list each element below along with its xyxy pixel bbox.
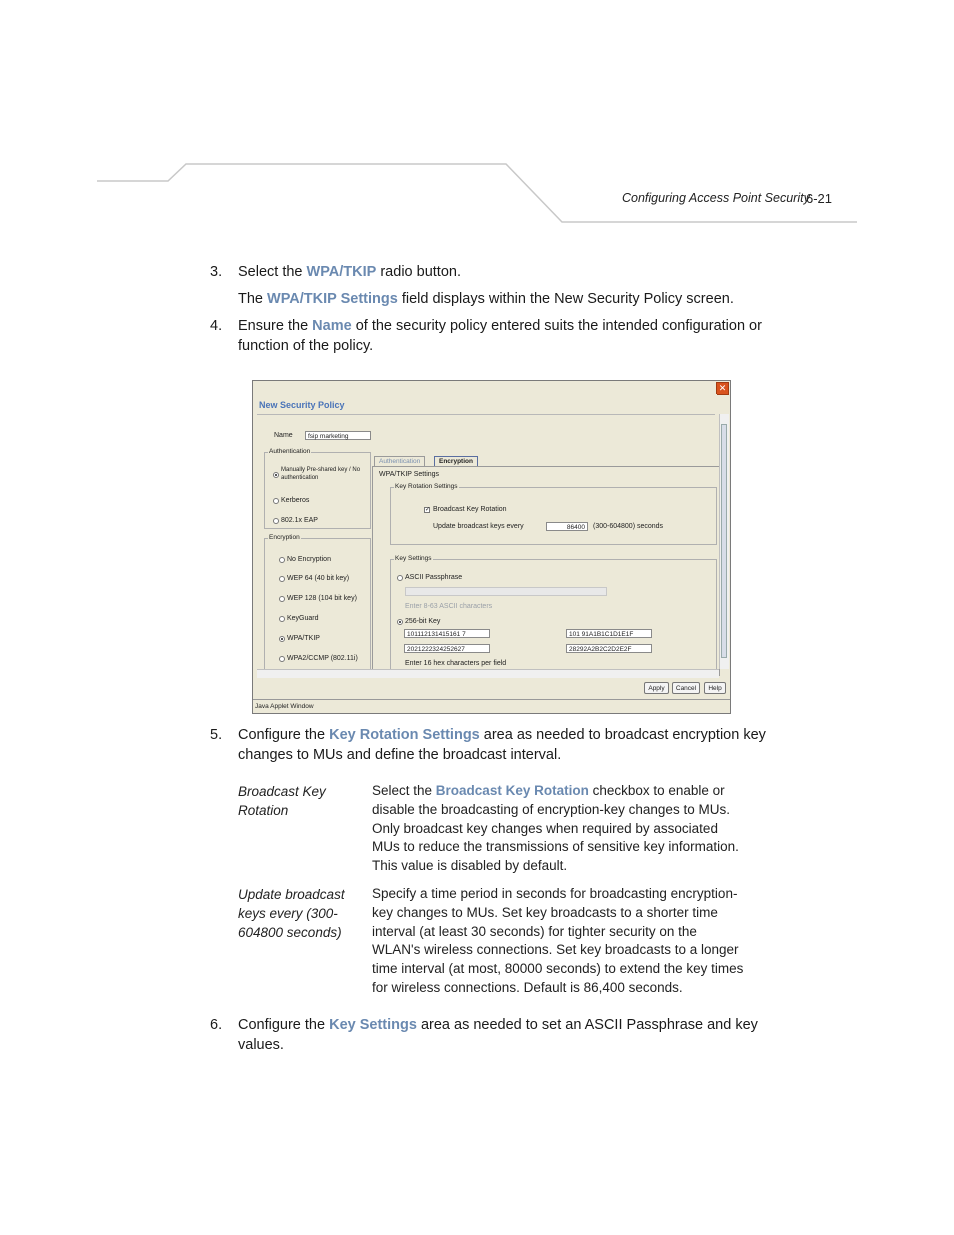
ascii-passphrase-radio[interactable] xyxy=(397,575,403,581)
dialog-content xyxy=(255,394,717,682)
ascii-passphrase-label: ASCII Passphrase xyxy=(405,574,463,581)
horizontal-scrollbar[interactable] xyxy=(257,669,719,678)
cancel-button[interactable]: Cancel xyxy=(672,682,700,694)
step-number: 5. xyxy=(210,727,223,743)
key-field-2[interactable]: 101 91A1B1C1D1E1F xyxy=(566,629,652,638)
enc-option-wpa-tkip: WPA/TKIP xyxy=(287,635,320,642)
keyword: WPA/TKIP xyxy=(306,264,377,280)
step-text: Configure the Key Rotation Settings area as needed to broadcast encryption key changes to MUs and define the broadcast interval. xyxy=(238,727,766,763)
step-3-note: The WPA/TKIP Settings field displays within the New Security Policy screen. xyxy=(238,291,734,307)
step-text: Ensure the Name of the security policy entered suits the intended configuration or function of the policy. xyxy=(238,318,762,354)
key-field-4[interactable]: 28292A2B2C2D2E2F xyxy=(566,644,652,653)
enc-radio-none[interactable] xyxy=(279,557,285,563)
name-input[interactable]: fsip marketing xyxy=(305,431,371,440)
keyword: Key Rotation Settings xyxy=(329,727,480,743)
update-keys-label: Update broadcast keys every xyxy=(433,523,524,530)
key-256-radio[interactable] xyxy=(397,619,403,625)
group-label: Key Settings xyxy=(395,555,432,562)
update-keys-input[interactable]: 86400 xyxy=(546,522,588,531)
auth-option-kerberos: Kerberos xyxy=(281,497,310,504)
enc-option-none: No Encryption xyxy=(287,556,331,563)
status-text: Java Applet Window xyxy=(255,703,314,710)
auth-radio-preshared[interactable] xyxy=(273,472,279,478)
step-number: 4. xyxy=(210,318,223,334)
auth-radio-eap[interactable] xyxy=(273,518,279,524)
enc-option-wep64: WEP 64 (40 bit key) xyxy=(287,575,350,582)
auth-option-eap: 802.1x EAP xyxy=(281,517,318,524)
definition-term: Broadcast Key Rotation xyxy=(238,784,326,818)
security-policy-dialog xyxy=(252,380,731,714)
keyword: Name xyxy=(312,318,352,334)
definition-body: Specify a time period in seconds for broadcasting encryption-key changes to MUs. Set key broadcasts to a shorter time interval (at least 30 seconds) for tighter security on the WLAN's wireless connections. Set key broadcasts to a longer time interval (at most, 80000 seconds) to extend the key times for wireless connections. Default is 86,400 seconds. xyxy=(372,886,744,995)
enc-radio-wpa-tkip[interactable] xyxy=(279,636,285,642)
auth-option-preshared: Manually Pre-shared key / No authentication xyxy=(281,467,361,481)
step-text: Select the WPA/TKIP radio button. xyxy=(238,264,461,280)
group-label: Encryption xyxy=(269,534,300,541)
ascii-passphrase-input[interactable] xyxy=(405,587,607,596)
auth-radio-kerberos[interactable] xyxy=(273,498,279,504)
close-icon[interactable]: ✕ xyxy=(716,382,729,395)
step-number: 6. xyxy=(210,1017,223,1033)
enc-option-keyguard: KeyGuard xyxy=(287,615,319,622)
broadcast-key-rotation-checkbox[interactable]: ✓ xyxy=(425,507,431,513)
encryption-group xyxy=(264,534,371,670)
definition-term: Update broadcast keys every (300-604800 seconds) xyxy=(238,887,345,940)
dialog-title: New Security Policy xyxy=(259,400,345,410)
wpa-tkip-settings-label: WPA/TKIP Settings xyxy=(379,471,440,478)
section-title: Configuring Access Point Security xyxy=(622,191,810,205)
enc-radio-keyguard[interactable] xyxy=(279,616,285,622)
page-number: 6-21 xyxy=(806,191,833,206)
scrollbar-thumb[interactable] xyxy=(721,424,727,658)
update-keys-range: (300-604800) seconds xyxy=(593,523,664,530)
definition-body: Select the Broadcast Key Rotation checkbox to enable or disable the broadcasting of encryption-key changes to MUs. Only broadcast key changes when required by associated MUs to reduce the transmissions of sensitive key information. This value is disabled by default. xyxy=(372,783,739,874)
enc-option-wpa2-ccmp: WPA2/CCMP (802.11i) xyxy=(287,655,358,662)
status-divider xyxy=(253,699,730,700)
step-number: 3. xyxy=(210,264,223,280)
authentication-group xyxy=(264,448,371,529)
hex-hint: Enter 16 hex characters per field xyxy=(405,660,507,667)
tab-encryption[interactable]: Encryption xyxy=(434,456,478,466)
apply-button[interactable]: Apply xyxy=(644,682,669,694)
enc-radio-wpa2-ccmp[interactable] xyxy=(279,656,285,662)
enc-option-wep128: WEP 128 (104 bit key) xyxy=(287,595,357,602)
keyword: Broadcast Key Rotation xyxy=(435,783,589,798)
help-button[interactable]: Help xyxy=(704,682,726,694)
name-label: Name xyxy=(274,432,293,439)
enc-radio-wep128[interactable] xyxy=(279,596,285,602)
keyword: WPA/TKIP Settings xyxy=(267,291,398,307)
vertical-scrollbar[interactable] xyxy=(719,414,729,669)
key-256-label: 256-bit Key xyxy=(405,618,441,625)
key-field-1[interactable]: 101112131415161 7 xyxy=(404,629,490,638)
group-label: Authentication xyxy=(269,448,311,455)
keyword: Key Settings xyxy=(329,1017,417,1033)
group-label: Key Rotation Settings xyxy=(395,483,458,490)
ascii-passphrase-hint: Enter 8-63 ASCII characters xyxy=(405,603,493,610)
encryption-panel xyxy=(372,466,720,676)
broadcast-key-rotation-label: Broadcast Key Rotation xyxy=(433,506,507,513)
divider xyxy=(257,414,715,415)
tab-authentication[interactable]: Authentication xyxy=(374,456,425,466)
key-field-3[interactable]: 2021222324252627 xyxy=(404,644,490,653)
step-text: Configure the Key Settings area as needed to set an ASCII Passphrase and key values. xyxy=(238,1017,758,1053)
key-settings-group xyxy=(390,555,717,675)
key-rotation-group xyxy=(390,483,717,545)
enc-radio-wep64[interactable] xyxy=(279,576,285,582)
